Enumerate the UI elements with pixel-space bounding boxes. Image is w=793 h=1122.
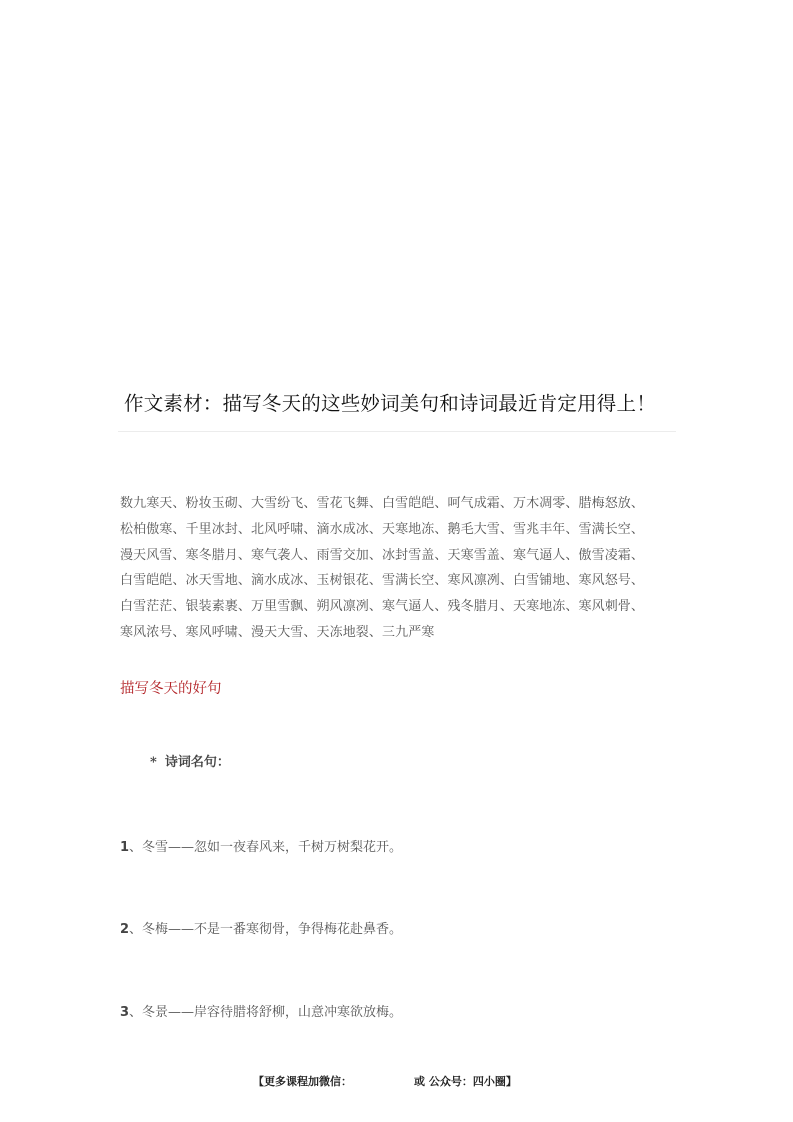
footer-public-account: 或 公众号：四小圈】 <box>414 1075 517 1088</box>
poem-number: 3 <box>120 1005 130 1020</box>
poem-text: 、冬景——岸容待腊将舒柳，山意冲寒欲放梅。 <box>129 1005 403 1020</box>
poem-text: 、冬雪——忽如一夜春风来，千树万树梨花开。 <box>129 840 403 855</box>
asterisk-bullet-icon: * <box>150 755 157 770</box>
vocabulary-line: 寒风浓号、寒风呼啸、漫天大雪、天冻地裂、三九严寒 <box>120 624 435 640</box>
vocabulary-line: 松柏傲寒、千里冰封、北风呼啸、滴水成冰、天寒地冻、鹅毛大雪、雪兆丰年、雪满长空、 <box>120 521 645 537</box>
vocabulary-line: 白雪皑皑、冰天雪地、滴水成冰、玉树银花、雪满长空、寒风凛冽、白雪铺地、寒风怒号、 <box>120 573 645 589</box>
poem-item <box>120 836 402 855</box>
poem-item <box>120 1001 402 1020</box>
poem-number: 2 <box>120 922 130 937</box>
footer-wechat-label: 【更多课程加微信： <box>253 1075 352 1088</box>
section-heading: 描写冬天的好句 <box>120 681 222 697</box>
poem-number: 1 <box>120 840 130 855</box>
subheading-label: 诗词名句： <box>164 755 230 770</box>
vocabulary-line: 数九寒天、粉妆玉砌、大雪纷飞、雪花飞舞、白雪皑皑、呵气成霜、万木凋零、腊梅怒放、 <box>120 496 645 511</box>
vocabulary-line: 白雪茫茫、银装素裹、万里雪飘、朔风凛冽、寒气逼人、残冬腊月、天寒地冻、寒风刺骨、 <box>120 599 645 615</box>
footer-note <box>253 1073 517 1089</box>
poem-item <box>120 918 402 937</box>
vocabulary-line: 漫天风雪、寒冬腊月、寒气袭人、雨雪交加、冰封雪盖、天寒雪盖、寒气逼人、傲雪凌霜、 <box>120 547 645 563</box>
title-divider <box>118 431 676 432</box>
poem-text: 、冬梅——不是一番寒彻骨，争得梅花赴鼻香。 <box>129 922 403 937</box>
page-title: 作文素材：描写冬天的这些妙词美句和诗词最近肯定用得上！ <box>124 392 656 415</box>
vocabulary-paragraph <box>120 491 685 646</box>
subheading-poetry-quotes <box>150 751 230 770</box>
